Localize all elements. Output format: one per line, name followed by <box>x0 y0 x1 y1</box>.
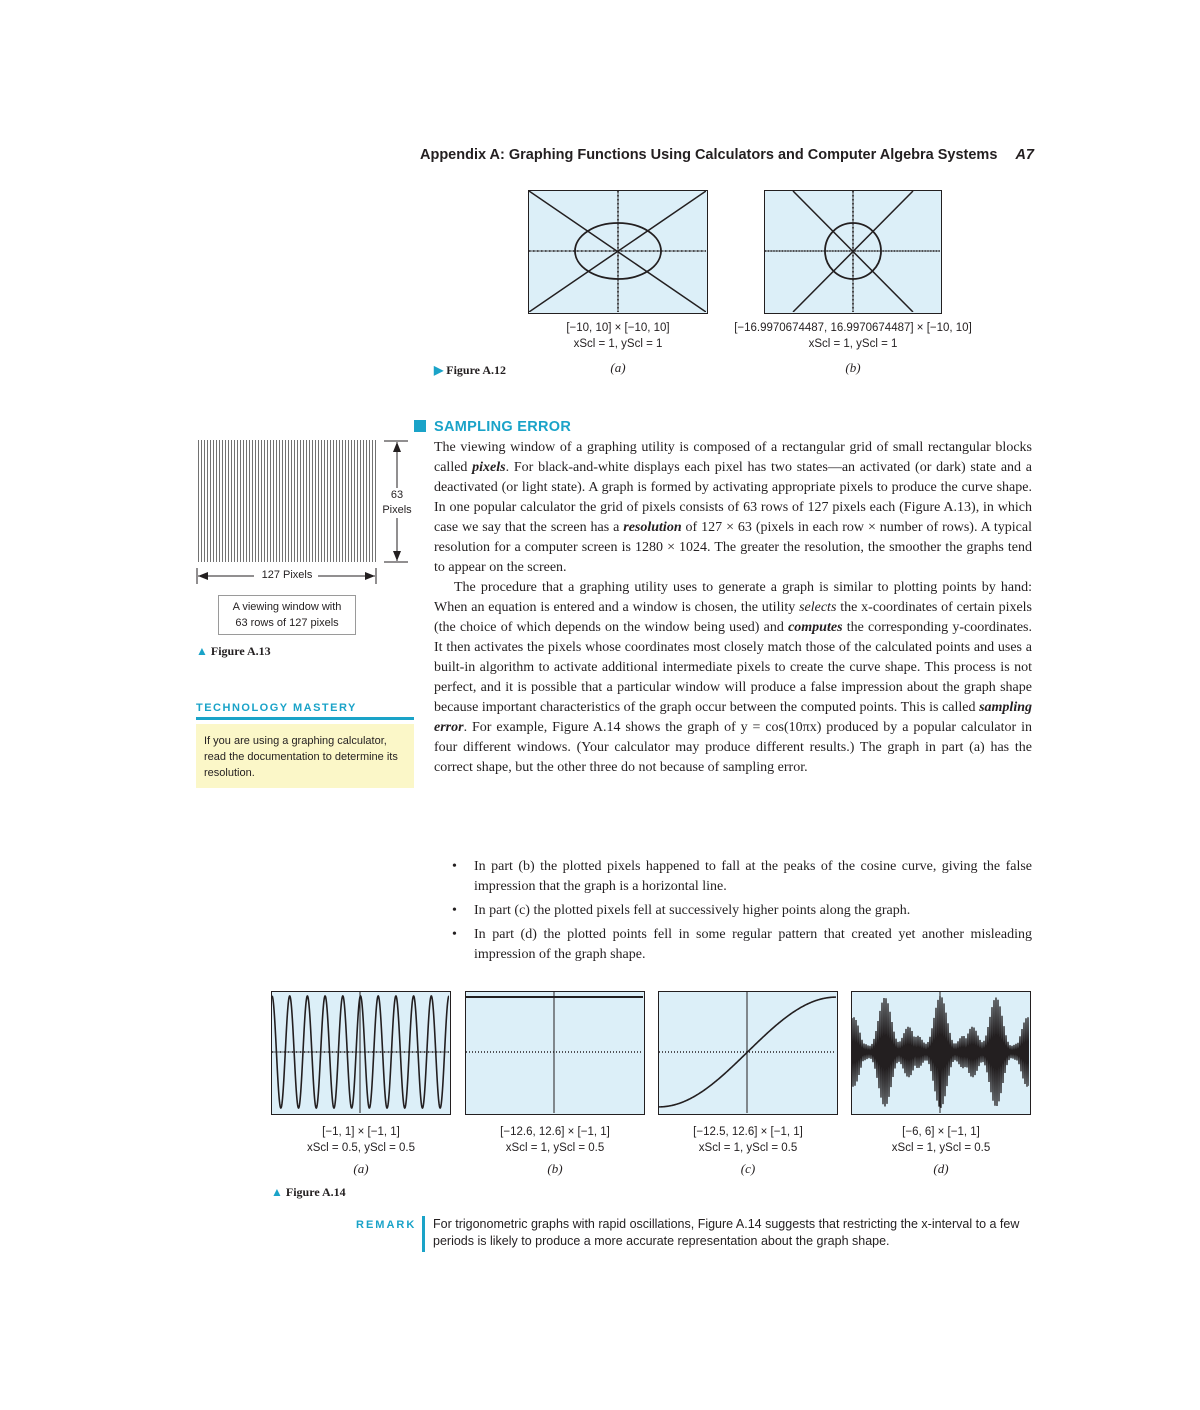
fig12b-caption <box>718 320 988 352</box>
fig14b-graph <box>466 992 643 1113</box>
fig14d-graph <box>852 992 1029 1113</box>
fig12-label-text: Figure A.12 <box>446 363 507 377</box>
fig13-caption-line1: A viewing window with <box>232 601 342 613</box>
header-title: Appendix A: Graphing Functions Using Calculators and Computer Algebra Systems <box>420 147 998 163</box>
remark-text: For trigonometric graphs with rapid oscillations, Figure A.14 suggests that restricting the x-interval to a few periods is likely to produce a more accurate representation about the graph shape. <box>433 1217 1020 1248</box>
running-header <box>420 147 1034 163</box>
bullet-item: • In part (b) the plotted pixels happened to fall at the peaks of the cosine curve, giving the false impression that the graph is a horizontal line. <box>452 857 1032 897</box>
fig14c-part: (c) <box>740 1161 756 1176</box>
term-resolution: resolution <box>623 520 682 535</box>
p1-text-c: of 127 × 63 (pixels in each row × number of rows). A typical resolution for a computer screen is 1280 × 1024. The greater the resolution, the smoother the graphs tend to appear on the screen. <box>434 520 1032 575</box>
p2-text-a: The procedure that a graphing utility uses to generate a graph is similar to plotting points by hand: When an equation is entered and a window is chosen, the utility <box>434 580 1032 615</box>
fig13-caption-box <box>218 595 356 635</box>
rows-label-unit: Pixels <box>382 504 412 516</box>
fig12a-caption <box>508 320 728 352</box>
fig14a-scale: xScl = 0.5, yScl = 0.5 <box>306 1142 416 1154</box>
fig13-caption-line2: 63 rows of 127 pixels <box>235 617 339 629</box>
fig14d-scale: xScl = 1, yScl = 0.5 <box>891 1142 991 1154</box>
square-bullet-icon <box>414 420 426 432</box>
triangle-right-icon: ▶ <box>434 363 444 377</box>
tech-mastery-title: TECHNOLOGY MASTERY <box>196 702 357 714</box>
bullet-item: • In part (d) the plotted points fell in some regular pattern that created yet another misleading impression of the graph shape. <box>452 925 1032 965</box>
fig14c-window: [−12.5, 12.6] × [−1, 1] <box>693 1126 803 1138</box>
fig12b-graph <box>765 191 940 312</box>
fig14b-caption <box>444 1124 666 1156</box>
fig14a-caption <box>250 1124 472 1156</box>
body-text <box>434 438 1032 778</box>
page-number: A7 <box>1015 147 1034 163</box>
p1-text-a: The viewing window of a graphing utility is composed of a rectangular grid of small rectangular blocks called <box>434 440 1032 475</box>
remark-rule <box>422 1216 425 1252</box>
p2-text-c: the corresponding y-coordinates. It then activates the pixels whose coordinates most closely match those of the calculated points and uses a built-in algorithm to activate additional intermediate pixels to create the curve shape. This process is not perfect, and it is possible that a particular window will produce a false impression about the graph shape because important characteristics of the graph occur between the computed points. This is called <box>434 620 1033 715</box>
fig14a-graph <box>272 992 449 1113</box>
fig12a-screen <box>528 190 708 314</box>
fig12b-screen <box>764 190 942 314</box>
fig14d-part: (d) <box>933 1161 949 1176</box>
fig14c-caption <box>637 1124 859 1156</box>
fig14-label <box>271 1185 346 1200</box>
triangle-up-icon: ▲ <box>196 644 208 658</box>
fig12a-part: (a) <box>610 360 626 375</box>
rows-label-count: 63 <box>390 489 404 501</box>
fig13-label <box>196 644 271 659</box>
term-computes: computes <box>788 620 843 635</box>
triangle-up-icon: ▲ <box>271 1185 283 1199</box>
fig14b-part: (b) <box>547 1161 563 1176</box>
bullet-list <box>452 857 1032 969</box>
fig14-label-text: Figure A.14 <box>285 1185 346 1199</box>
paragraph-1 <box>434 438 1032 578</box>
fig14c-scale: xScl = 1, yScl = 0.5 <box>698 1142 798 1154</box>
fig12a-graph <box>529 191 706 312</box>
fig14b-scale: xScl = 1, yScl = 0.5 <box>505 1142 605 1154</box>
fig14a-screen <box>271 991 451 1115</box>
fig12b-scale: xScl = 1, yScl = 1 <box>808 338 898 350</box>
fig12a-window: [−10, 10] × [−10, 10] <box>566 322 670 334</box>
cols-label: 127 Pixels <box>261 569 313 581</box>
fig12a-scale: xScl = 1, yScl = 1 <box>573 338 663 350</box>
bullet-item: • In part (c) the plotted pixels fell at successively higher points along the graph. <box>452 901 1032 921</box>
tech-mastery-rule <box>196 717 414 720</box>
p1-text-b: . For black-and-white displays each pixel has two states—an activated (or dark) state and a deactivated (or light state). A graph is formed by activating appropriate pixels to produce the curve shape. In one popular calculator the grid of pixels consists of 63 rows of 127 pixels each (Figure A.13), in which case we say that the screen has a <box>434 460 1032 535</box>
fig12b-part: (b) <box>845 360 861 375</box>
fig14d-caption <box>830 1124 1052 1156</box>
fig14a-part: (a) <box>353 1161 369 1176</box>
remark-label: REMARK <box>356 1219 417 1231</box>
fig14b-window: [−12.6, 12.6] × [−1, 1] <box>500 1126 610 1138</box>
fig14c-graph <box>659 992 836 1113</box>
term-selects: selects <box>799 600 837 615</box>
p2-text-b: the x-coordinates of certain pixels (the choice of which depends on the window being used) and <box>434 600 1033 635</box>
tech-mastery-box: If you are using a graphing calculator, read the documentation to determine its resolution. <box>196 724 414 788</box>
pixel-grid-illustration <box>198 440 376 562</box>
section-title: SAMPLING ERROR <box>434 419 572 435</box>
fig14d-window: [−6, 6] × [−1, 1] <box>902 1126 980 1138</box>
p2-text-d: . For example, Figure A.14 shows the graph of y = cos(10πx) produced by a popular calculator in four different windows. (Your calculator may produce different results.) The graph in part (a) has the correct shape, but the other three do not because of sampling error. <box>434 720 1032 775</box>
fig14c-screen <box>658 991 838 1115</box>
section-heading <box>414 419 571 435</box>
fig13-label-text: Figure A.13 <box>210 644 271 658</box>
paragraph-2 <box>434 578 1032 778</box>
fig14a-window: [−1, 1] × [−1, 1] <box>322 1126 400 1138</box>
fig14d-screen <box>851 991 1031 1115</box>
rows-label <box>378 488 416 518</box>
fig12-label <box>434 363 506 378</box>
fig14b-screen <box>465 991 645 1115</box>
term-pixels: pixels <box>472 460 506 475</box>
fig12b-window: [−16.9970674487, 16.9970674487] × [−10, 10] <box>734 322 972 334</box>
term-sampling-error: sampling error <box>434 700 1032 735</box>
